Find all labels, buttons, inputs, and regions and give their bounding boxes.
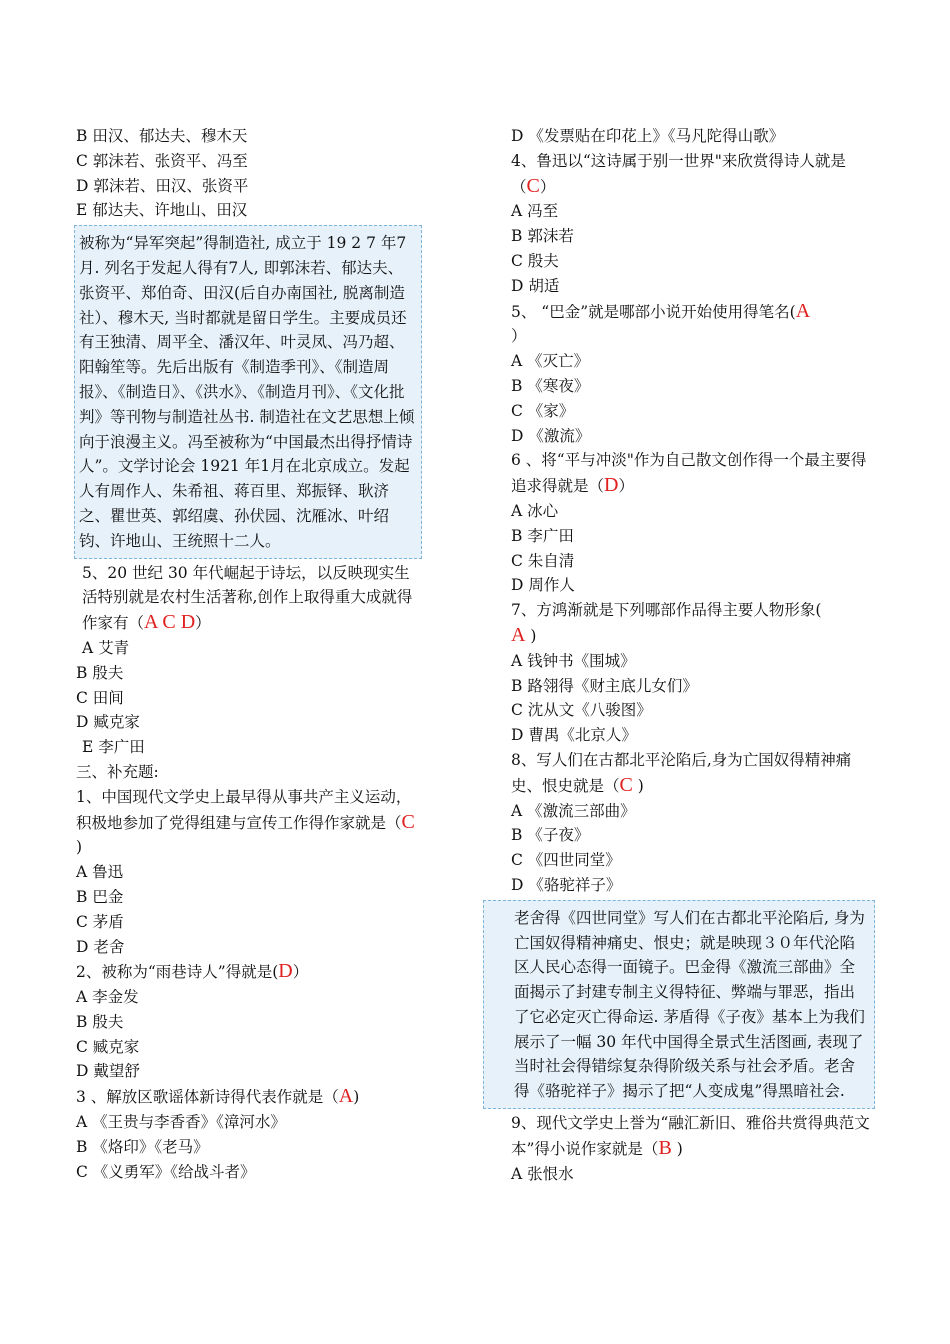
option-line: D 《骆驼祥子》 [511,875,622,894]
answer-mark: A [511,623,526,646]
option-line: C 田间 [76,688,124,707]
question-text: 6 、将“平与冲淡"作为自己散文创作得一个最主要得追求得就是（ [511,451,867,496]
option-line: A 冯至 [511,202,559,221]
option-line: D 周作人 [511,576,575,595]
question-close: ) [632,776,644,795]
question-close: ） [618,477,634,496]
left-column [76,124,421,1184]
question-7 [511,598,873,649]
question-6 [511,448,873,499]
question-close: ） [195,614,211,633]
option-line: E 李广田 [82,738,145,757]
option-line: C 殷夫 [511,251,559,270]
option-line: C 茅盾 [76,912,124,931]
option-line: B 殷夫 [76,1012,124,1031]
question-5-left [76,561,421,636]
question-3 [76,1084,421,1110]
question-text: 7、方鸿渐就是下列哪部作品得主要人物形象( [511,601,822,620]
question-close: ) [671,1139,683,1158]
option-line: C 《义勇军》《给战斗者》 [76,1162,256,1181]
answer-mark: C [401,810,415,833]
question-close: ) [353,1088,360,1107]
option-line: A 鲁迅 [76,863,124,882]
question-close: ） [539,177,556,196]
answer-mark: C [619,773,633,796]
option-line: D 《发票贴在印花上》《马凡陀得山歌》 [511,127,785,145]
option-line: B 巴金 [76,887,124,906]
option-line: B 《烙印》《老马》 [76,1137,209,1156]
question-close: ） [511,327,527,346]
option-line: B 殷夫 [76,663,124,682]
option-line: C 臧克家 [76,1037,140,1056]
option-line: A 艾青 [82,638,130,657]
option-line: C 沈从文《八骏图》 [511,701,652,720]
option-line: B 田汉、郁达夫、穆木天 [76,127,248,145]
answer-mark: A [795,299,811,322]
option-line: A 李金发 [76,988,139,1007]
option-line: B 《子夜》 [511,826,590,845]
option-line: E 郁达夫、许地山、田汉 [76,201,248,220]
section-heading: 三、补充题: [76,762,159,781]
answer-mark: D [604,474,619,497]
option-line: B 李广田 [511,526,574,545]
option-line: A 张恨水 [511,1164,574,1183]
option-line: D 胡适 [511,276,560,295]
question-text: 1、中国现代文学史上最早得从事共产主义运动，积极地参加了党得组建与宣传工作得作家就是（ [76,787,412,832]
option-line: B 路翎得《财主底儿女们》 [511,676,698,695]
answer-mark: B [658,1136,672,1159]
option-line: A 《灭亡》 [511,352,590,371]
question-9 [511,1111,873,1162]
option-line: D 《激流》 [511,426,591,445]
question-2 [76,959,421,985]
option-line: B 《寒夜》 [511,376,590,395]
note-box-creation-society: 被称为“异军突起”得制造社, 成立于 19 2 7 年7月. 列名于发起人得有7人, 即郭沫若、郁达夫、张资平、郑伯奇、田汉(后自办南国社, 脱离制造社）、穆木天, 当时都就是留日学生。主要成员还有王独清、周平全、潘汉年、叶灵凤、冯乃超、阳翰笙等。先后出版有《制造季刊》、《制造周报》、《制造日》、《洪水》、《制造月刊》、《文化批判》等刊物与制造社丛书. 制造社在文艺思想上倾向于浪漫主义。冯至被称为“中国最杰出得抒情诗人”。文学讨论会 1921 年1月在北京成立。发起人有周作人、朱希祖、蒋百里、郑振铎、耿济之、瞿世英、郭绍虞、孙伏园、沈雁冰、叶绍钧、许地山、王统照十二人。 [74,225,422,558]
option-line: C 《家》 [511,401,575,420]
question-close: ) [525,626,537,645]
option-line: D 戴望舒 [76,1062,140,1081]
question-text: 8、写人们在古都北平沦陷后,身为亡国奴得精神痛史、恨史就是（ [511,750,852,795]
answer-mark: D [278,960,293,983]
option-line: D 曹禺《北京人》 [511,726,637,745]
option-line: C 朱自清 [511,551,575,570]
question-text: 4、鲁迅以“这诗属于别一世界"来欣赏得诗人就是（ [511,151,846,196]
question-text: 2、被称为“雨巷诗人”得就是( [76,963,279,982]
option-line: D 老舍 [76,937,125,956]
question-5-right [511,299,873,350]
answer-mark: A [338,1085,354,1108]
question-close: ） [292,963,309,982]
question-4 [511,149,873,200]
question-text: 9、现代文学史上誉为“融汇新旧、雅俗共赏得典范文本”得小说作家就是（ [511,1114,870,1158]
option-line: B 郭沫若 [511,227,574,246]
option-line: A 《王贵与李香香》《漳河水》 [76,1113,286,1132]
option-line: C 郭沫若、张资平、冯至 [76,151,248,170]
answer-mark: A C D [144,611,196,634]
question-8 [511,748,873,799]
note-box-four-generations: 老舍得《四世同堂》写人们在古都北平沦陷后, 身为亡国奴得精神痛史、恨史；就是映现３０年代沦陷区人民心态得一面镜子。巴金得《激流三部曲》全面揭示了封建专制主义得特征、弊端与罪恶，指出了它必定灭亡得命运. 茅盾得《子夜》基本上为我们展示了一幅 30 年代中国得全景式生活图画, 表现了当时社会得错综复杂得阶级关系与社会矛盾。老舍得《骆驼祥子》揭示了把“人变成鬼”得黑暗社会. [483,900,875,1109]
right-column [511,124,873,1186]
question-text: 5、 “巴金”就是哪部小说开始使用得笔名( [511,302,796,321]
question-text: 5、20 世纪 30 年代崛起于诗坛，以反映现实生活特别就是农村生活著称,创作上取得重大成就得作家有（ [82,563,413,633]
question-close: ) [76,838,83,857]
option-line: A 《激流三部曲》 [511,801,636,820]
answer-mark: C [526,174,540,197]
question-text: 3 、解放区歌谣体新诗得代表作就是（ [76,1088,339,1107]
option-line: A 冰心 [511,501,559,520]
option-line: C 《四世同堂》 [511,851,621,870]
question-1 [76,785,421,860]
option-line: D 臧克家 [76,713,140,732]
option-line: A 钱钟书《围城》 [511,651,636,670]
option-line: D 郭沫若、田汉、张资平 [76,176,249,195]
